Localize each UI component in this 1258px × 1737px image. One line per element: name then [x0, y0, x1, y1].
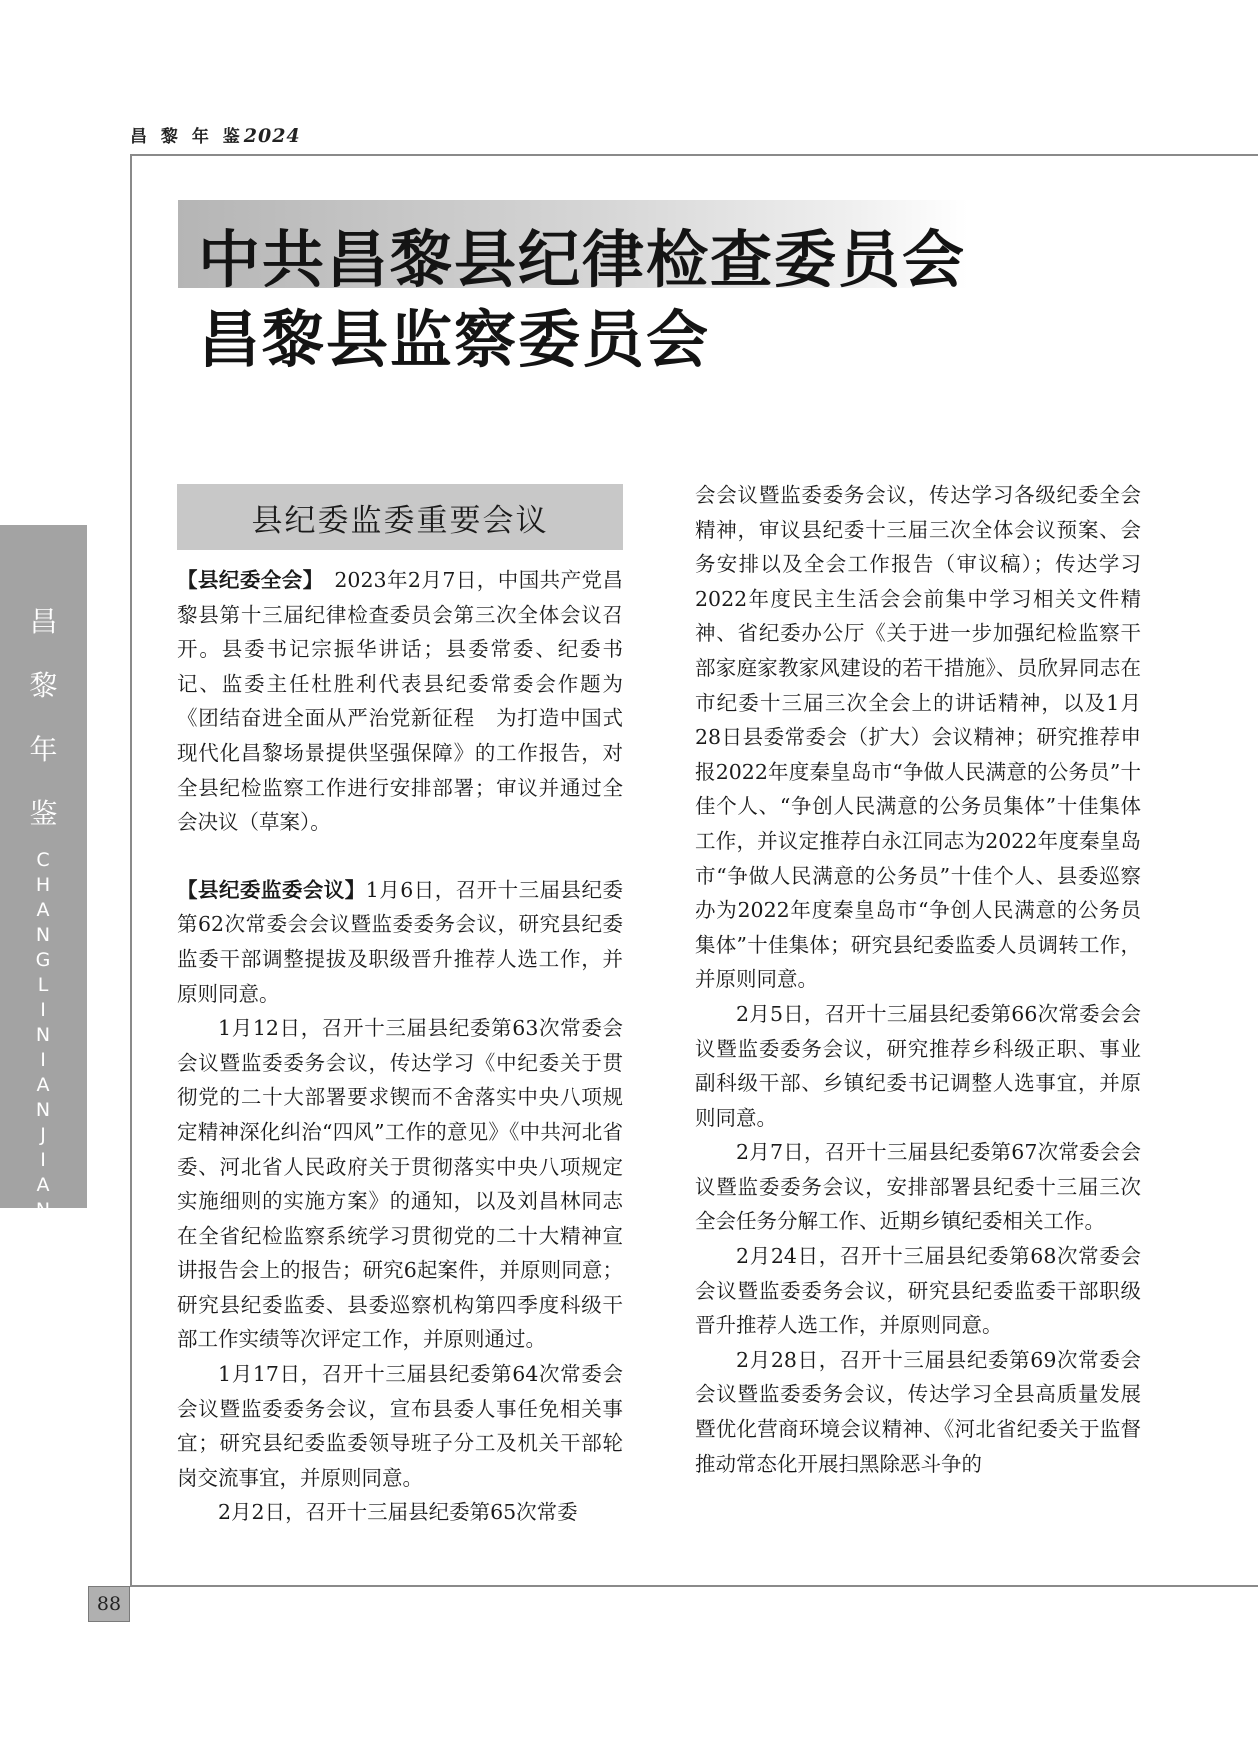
left-column	[177, 563, 623, 1530]
side-char: 昌	[29, 605, 58, 638]
paragraph: 2月28日，召开十三届县纪委第69次常委会会议暨监委委务会议，传达学习全县高质量发展暨优化营商环境会议精神、《河北省纪委关于监督推动常态化开展扫黑除恶斗争的	[695, 1347, 1141, 1476]
paragraph: 2月24日，召开十三届县纪委第68次常委会会议暨监委委务会议，研究县纪委监委干部职级晋升推荐人选工作，并原则同意。	[695, 1244, 1141, 1338]
paragraph: 2月2日，召开十三届县纪委第65次常委	[218, 1500, 578, 1525]
side-letter: C	[36, 849, 51, 871]
frame-left-rule	[130, 154, 132, 1586]
entry-tag: 【县纪委全会】	[177, 568, 314, 592]
section-heading: 县纪委监委重要会议	[177, 484, 623, 550]
side-char: 年	[29, 733, 58, 766]
side-letter: I	[40, 1049, 47, 1071]
page-title-line-1: 中共昌黎县纪律检查委员会	[198, 223, 967, 296]
running-header	[130, 122, 301, 147]
side-letter: I	[40, 999, 47, 1021]
side-letter: A	[36, 1074, 51, 1096]
entry-tag: 【县纪委监委会议】	[177, 877, 366, 902]
paragraph: 2月7日，召开十三届县纪委第67次常委会会议暨监委委务会议，安排部署县纪委十三届三次全会任务分解工作、近期乡镇纪委相关工作。	[695, 1140, 1141, 1234]
side-letter: L	[37, 974, 50, 996]
paragraph: 1月12日，召开十三届县纪委第63次常委会会议暨监委委务会议，传达学习《中纪委关于贯彻党的二十大部署要求锲而不舍落实中央八项规定精神深化纠治“四风”工作的意见》《中共河北省委、河北省人民政府关于贯彻落实中央八项规定实施细则的实施方案》的通知，以及刘昌林同志在全省纪检监察系统学习贯彻党的二十大精神宣讲报告会上的报告；研究6起案件，并原则同意；研究县纪委监委、县委巡察机构第四季度科级干部工作实绩等次评定工作，并原则通过。	[177, 1016, 623, 1352]
book-year: 2024	[243, 125, 301, 147]
paragraph-meetings	[177, 873, 623, 1011]
page-number: 88	[88, 1586, 130, 1622]
paragraph-plenary	[177, 563, 623, 840]
side-letter: I	[40, 1149, 47, 1171]
side-letter: A	[36, 1174, 51, 1196]
paragraph: 1月17日，召开十三届县纪委第64次常委会会议暨监委委务会议，宣布县委人事任免相关事宜；研究县纪委监委领导班子分工及机关干部轮岗交流事宜，并原则同意。	[177, 1362, 623, 1490]
side-letter: N	[35, 1099, 52, 1121]
side-letter: G	[35, 949, 52, 971]
page-title-line-2: 昌黎县监察委员会	[198, 303, 711, 376]
entry-text: 2023年2月7日，中国共产党昌黎县第十三届纪律检查委员会第三次全体会议召开。县委书记宗振华讲话；县委常委、纪委书记、监委主任杜胜利代表县纪委常委会作题为《团结奋进全面从严治党新征程 为打造中国式现代化昌黎场景提供坚强保障》的工作报告，对全县纪检监察工作进行安排部署；审议并通过全会决议（草案）。	[177, 568, 624, 835]
frame-bottom-rule	[130, 1585, 1258, 1587]
side-char: 黎	[29, 669, 58, 702]
side-char: 鉴	[29, 797, 58, 830]
side-letter: N	[35, 924, 52, 946]
side-tab-chinese	[0, 590, 87, 846]
book-title: 昌 黎 年 鉴	[130, 127, 244, 147]
side-letter: N	[35, 1024, 52, 1046]
frame-top-rule	[130, 154, 1258, 156]
side-letter: J	[40, 1124, 47, 1146]
side-letter: H	[35, 874, 52, 896]
paragraph: 2月5日，召开十三届县纪委第66次常委会会议暨监委委务会议，研究推荐乡科级正职、事业副科级干部、乡镇纪委书记调整人选事宜，并原则同意。	[695, 1001, 1141, 1130]
side-tab-latin	[0, 848, 87, 1223]
side-letter: N	[35, 1199, 52, 1221]
side-letter: A	[36, 899, 51, 921]
paragraph: 会会议暨监委委务会议，传达学习各级纪委全会精神，审议县纪委十三届三次全体会议预案、会务安排以及全会工作报告（审议稿）；传达学习2022年度民主生活会会前集中学习相关文件精神、省纪委办公厅《关于进一步加强纪检监察干部家庭家教家风建设的若干措施》、员欣昇同志在市纪委十三届三次全会上的讲话精神，以及1月28日县委常委会（扩大）会议精神；研究推荐申报2022年度秦皇岛市“争做人民满意的公务员”十佳个人、“争创人民满意的公务员集体”十佳集体工作，并议定推荐白永江同志为2022年度秦皇岛市“争做人民满意的公务员”十佳个人、县委巡察办为2022年度秦皇岛市“争创人民满意的公务员集体”十佳集体；研究县纪委监委人员调转工作，并原则同意。	[695, 483, 1141, 992]
right-column	[695, 478, 1141, 1481]
entry-text: 1月6日，召开十三届县纪委第62次常委会会议暨监委委务会议，研究县纪委监委干部调整提拔及职级晋升推荐人选工作，并原则同意。	[177, 877, 623, 1006]
